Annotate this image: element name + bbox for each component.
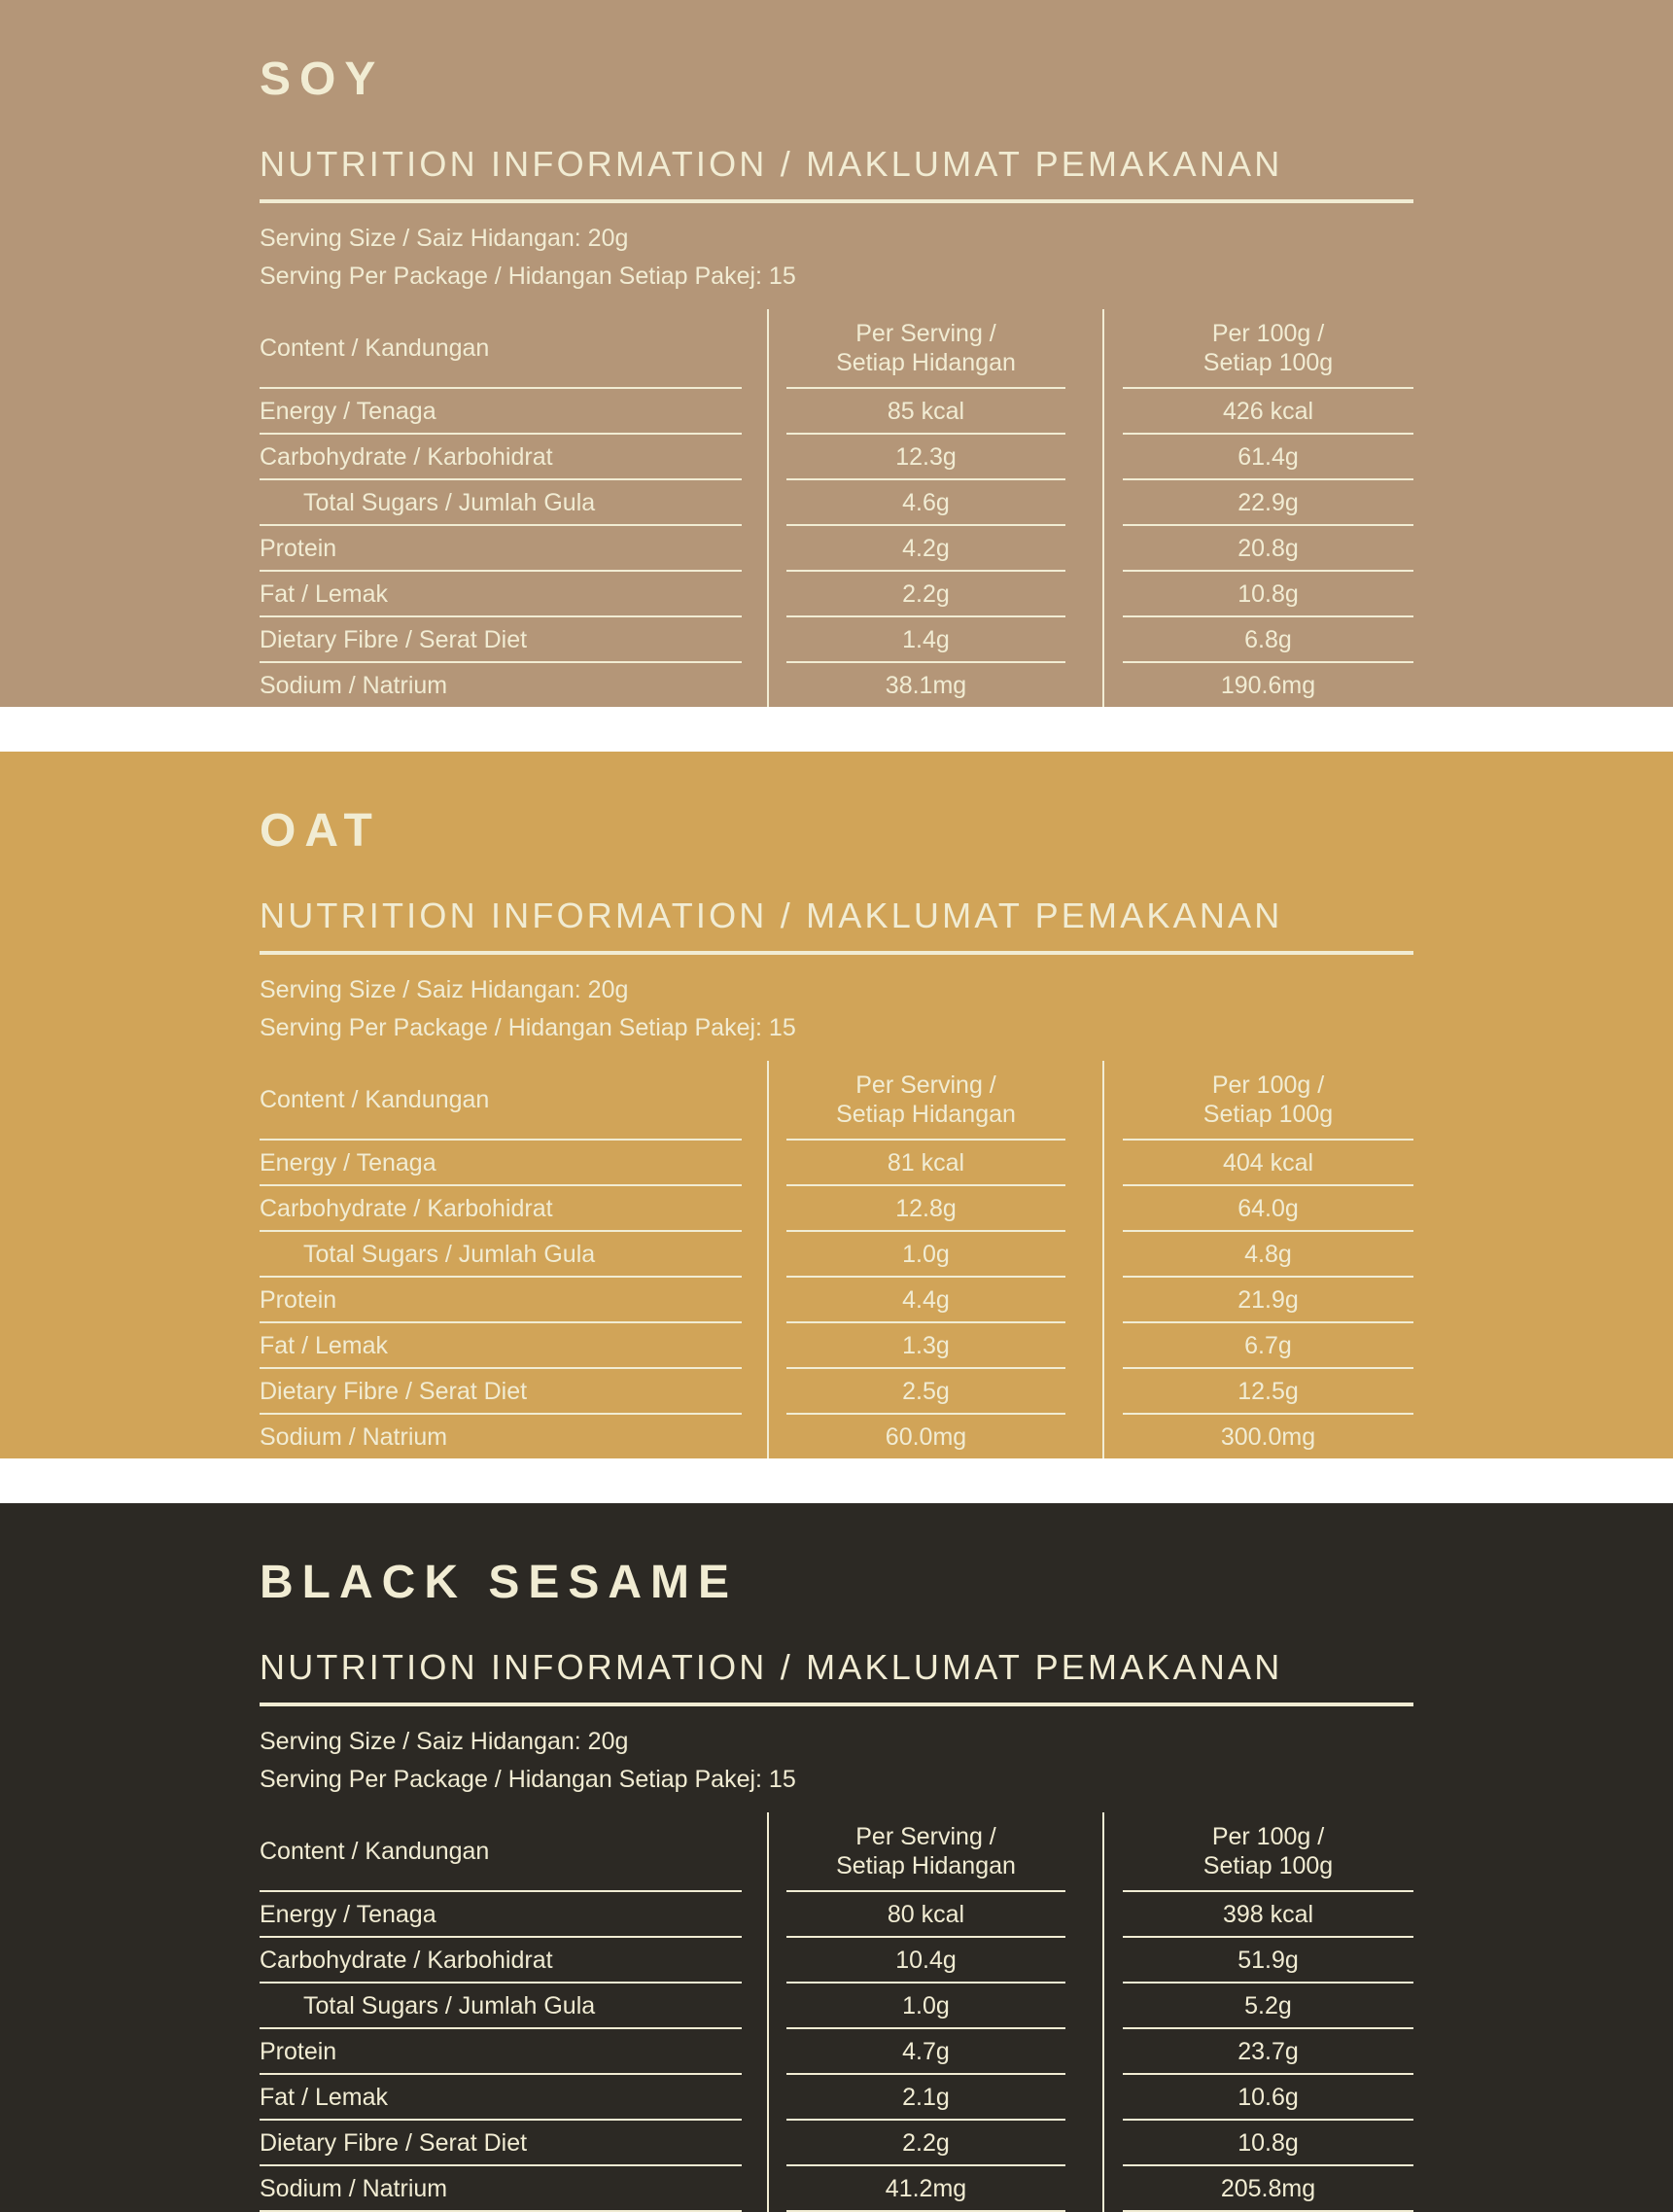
nutrient-label-cell (260, 389, 742, 435)
per-serving-value-cell (786, 2166, 1065, 2212)
nutrient-label: Dietary Fibre / Serat Diet (260, 1377, 528, 1405)
nutrient-label-cell (260, 2166, 742, 2212)
per-serving-value-cell (786, 1415, 1065, 1458)
table-row (260, 2121, 1413, 2166)
per-100g-value: 64.0g (1237, 1194, 1299, 1222)
column-divider-2 (1102, 1812, 1104, 2212)
per-100g-value: 20.8g (1237, 534, 1299, 562)
nutrient-label: Carbohydrate / Karbohidrat (260, 1946, 553, 1974)
per-100g-value-cell (1123, 2121, 1413, 2166)
per-100g-value: 404 kcal (1222, 1148, 1314, 1176)
table-header-row (260, 1061, 1413, 1141)
nutrient-label-cell (260, 435, 742, 480)
nutrient-label: Protein (260, 1285, 337, 1314)
nutrient-label-cell (260, 572, 742, 617)
per-100g-value: 10.6g (1237, 2083, 1299, 2111)
nutrient-label-cell (260, 1984, 742, 2029)
per-100g-value-cell (1123, 435, 1413, 480)
per-serving-value-cell (786, 1369, 1065, 1415)
per-serving-value: 38.1mg (885, 671, 967, 699)
per-100g-column-header-line2: Setiap 100g (1202, 1101, 1334, 1128)
nutrient-label-cell (260, 2029, 742, 2075)
nutrient-label: Sodium / Natrium (260, 2174, 448, 2202)
table-row (260, 1232, 1413, 1278)
heading-underline (260, 1703, 1413, 1706)
nutrient-label: Fat / Lemak (260, 2083, 388, 2111)
table-row (260, 2075, 1413, 2121)
per-100g-value: 205.8mg (1220, 2174, 1316, 2202)
per-100g-value-cell (1123, 2166, 1413, 2212)
nutrient-label: Fat / Lemak (260, 1331, 388, 1359)
serving-size-text: Serving Size / Saiz Hidangan: 20g (260, 1728, 629, 1755)
nutrient-label: Protein (260, 534, 337, 562)
per-serving-value: 10.4g (895, 1946, 957, 1974)
per-serving-column-header-line1: Per Serving / (855, 320, 996, 347)
per-serving-value-cell (786, 389, 1065, 435)
nutrient-label: Energy / Tenaga (260, 1900, 436, 1928)
nutrient-label: Total Sugars / Jumlah Gula (303, 488, 596, 516)
per-100g-column-header-line1: Per 100g / (1211, 1071, 1325, 1099)
per-serving-column-header-cell (786, 1812, 1065, 1892)
per-serving-value: 4.6g (902, 488, 950, 516)
table-row (260, 1984, 1413, 2029)
per-100g-value: 300.0mg (1220, 1422, 1316, 1451)
per-100g-value: 10.8g (1237, 2128, 1299, 2157)
table-header-row (260, 1812, 1413, 1892)
table-row (260, 1938, 1413, 1984)
per-100g-value-cell (1123, 572, 1413, 617)
column-divider-1 (767, 1061, 769, 1458)
nutrient-label: Dietary Fibre / Serat Diet (260, 2128, 528, 2157)
nutrient-label: Carbohydrate / Karbohidrat (260, 1194, 553, 1222)
per-serving-value-cell (786, 2075, 1065, 2121)
per-100g-value: 10.8g (1237, 579, 1299, 608)
per-serving-value-cell (786, 1278, 1065, 1323)
per-serving-value: 1.0g (902, 1991, 950, 2019)
per-serving-value: 81 kcal (887, 1148, 965, 1176)
per-100g-value-cell (1123, 1323, 1413, 1369)
per-100g-value: 6.8g (1244, 625, 1292, 653)
nutrient-label-cell (260, 526, 742, 572)
nutrient-label-cell (260, 1278, 742, 1323)
nutrition-info-heading: NUTRITION INFORMATION / MAKLUMAT PEMAKANAN (260, 144, 1283, 184)
table-row (260, 1323, 1413, 1369)
table-row (260, 480, 1413, 526)
per-100g-value: 4.8g (1244, 1240, 1292, 1268)
column-divider-2 (1102, 1061, 1104, 1458)
per-100g-value-cell (1123, 1232, 1413, 1278)
table-row (260, 1141, 1413, 1186)
per-serving-column-header-cell (786, 309, 1065, 389)
nutrition-info-heading: NUTRITION INFORMATION / MAKLUMAT PEMAKANAN (260, 895, 1283, 935)
nutrient-label: Total Sugars / Jumlah Gula (303, 1240, 596, 1268)
per-serving-value-cell (786, 1323, 1065, 1369)
content-column-header: Content / Kandungan (260, 1086, 490, 1113)
per-serving-value-cell (786, 572, 1065, 617)
per-100g-column-header-line2: Setiap 100g (1202, 349, 1334, 376)
per-serving-value: 1.3g (902, 1331, 950, 1359)
nutrient-label-cell (260, 1892, 742, 1938)
per-100g-value: 22.9g (1237, 488, 1299, 516)
nutrient-label-cell (260, 1323, 742, 1369)
column-divider-1 (767, 309, 769, 707)
per-100g-column-header-cell (1123, 309, 1413, 389)
per-100g-column-header-cell (1123, 1061, 1413, 1141)
nutrient-label-cell (260, 1141, 742, 1186)
per-100g-value: 61.4g (1237, 442, 1299, 471)
per-100g-column-header-line2: Setiap 100g (1202, 1852, 1334, 1879)
table-body (260, 1892, 1413, 2212)
per-serving-column-header-line2: Setiap Hidangan (836, 349, 1016, 376)
per-100g-value-cell (1123, 2075, 1413, 2121)
per-100g-value-cell (1123, 1984, 1413, 2029)
nutrient-label-cell (260, 1938, 742, 1984)
per-serving-value-cell (786, 1984, 1065, 2029)
per-serving-value: 80 kcal (887, 1900, 965, 1928)
nutrition-panel-soy (0, 0, 1673, 707)
per-serving-column-header-line2: Setiap Hidangan (836, 1852, 1016, 1879)
per-100g-value-cell (1123, 480, 1413, 526)
per-100g-value-cell (1123, 1186, 1413, 1232)
nutrient-label-cell (260, 1369, 742, 1415)
per-serving-value-cell (786, 2121, 1065, 2166)
per-serving-value-cell (786, 663, 1065, 707)
per-serving-value-cell (786, 1232, 1065, 1278)
per-100g-value: 6.7g (1244, 1331, 1292, 1359)
per-serving-column-header-line1: Per Serving / (855, 1071, 996, 1099)
nutrient-label: Protein (260, 2037, 337, 2065)
per-serving-column-header-line2: Setiap Hidangan (836, 1101, 1016, 1128)
per-100g-value-cell (1123, 1141, 1413, 1186)
per-100g-value: 23.7g (1237, 2037, 1299, 2065)
per-100g-value-cell (1123, 526, 1413, 572)
product-title: SOY (260, 53, 385, 105)
nutrient-label: Fat / Lemak (260, 579, 388, 608)
per-serving-value: 41.2mg (885, 2174, 967, 2202)
table-row (260, 572, 1413, 617)
per-serving-value-cell (786, 480, 1065, 526)
per-100g-value-cell (1123, 663, 1413, 707)
nutrient-label: Energy / Tenaga (260, 397, 436, 425)
per-100g-value-cell (1123, 1938, 1413, 1984)
table-header-row (260, 309, 1413, 389)
per-serving-column-header-line1: Per Serving / (855, 1823, 996, 1850)
serving-info (260, 220, 796, 296)
table-row (260, 526, 1413, 572)
nutrient-label-cell (260, 663, 742, 707)
per-serving-column-header-cell (786, 1061, 1065, 1141)
per-serving-value: 2.2g (902, 2128, 950, 2157)
per-serving-value: 12.8g (895, 1194, 957, 1222)
per-100g-column-header-cell (1123, 1812, 1413, 1892)
serving-info (260, 971, 796, 1047)
per-100g-value: 51.9g (1237, 1946, 1299, 1974)
per-serving-value: 4.4g (902, 1285, 950, 1314)
table-body (260, 1141, 1413, 1458)
per-100g-value: 12.5g (1237, 1377, 1299, 1405)
nutrient-label-cell (260, 2075, 742, 2121)
per-100g-value-cell (1123, 1892, 1413, 1938)
column-divider-2 (1102, 309, 1104, 707)
nutrition-panel-black-sesame (0, 1503, 1673, 2212)
serving-per-package-text: Serving Per Package / Hidangan Setiap Pakej: 15 (260, 1766, 796, 1793)
per-100g-value: 190.6mg (1220, 671, 1316, 699)
heading-underline (260, 951, 1413, 955)
serving-size-text: Serving Size / Saiz Hidangan: 20g (260, 976, 629, 1003)
per-serving-value: 1.4g (902, 625, 950, 653)
per-serving-value-cell (786, 1186, 1065, 1232)
content-column-header: Content / Kandungan (260, 1838, 490, 1865)
content-column-header-cell (260, 1061, 742, 1141)
serving-size-text: Serving Size / Saiz Hidangan: 20g (260, 225, 629, 252)
per-100g-value-cell (1123, 1278, 1413, 1323)
product-title: OAT (260, 805, 381, 857)
table-row (260, 1186, 1413, 1232)
table-row (260, 663, 1413, 707)
product-title: BLACK SESAME (260, 1557, 739, 1608)
nutrition-panel-oat (0, 752, 1673, 1458)
table-row (260, 1415, 1413, 1458)
serving-per-package-text: Serving Per Package / Hidangan Setiap Pakej: 15 (260, 1014, 796, 1041)
nutrient-label: Carbohydrate / Karbohidrat (260, 442, 553, 471)
per-serving-value-cell (786, 435, 1065, 480)
nutrient-label: Total Sugars / Jumlah Gula (303, 1991, 596, 2019)
nutrient-label-cell (260, 1186, 742, 1232)
per-100g-value-cell (1123, 2029, 1413, 2075)
table-row (260, 2029, 1413, 2075)
per-serving-value: 2.5g (902, 1377, 950, 1405)
per-serving-value-cell (786, 526, 1065, 572)
table-row (260, 617, 1413, 663)
nutrition-table (260, 309, 1413, 707)
nutrient-label: Energy / Tenaga (260, 1148, 436, 1176)
per-100g-value: 21.9g (1237, 1285, 1299, 1314)
nutrient-label: Dietary Fibre / Serat Diet (260, 625, 528, 653)
per-serving-value: 1.0g (902, 1240, 950, 1268)
per-serving-value-cell (786, 1938, 1065, 1984)
per-100g-value-cell (1123, 1369, 1413, 1415)
per-100g-value-cell (1123, 1415, 1413, 1458)
per-100g-value: 5.2g (1244, 1991, 1292, 2019)
nutrient-label-cell (260, 617, 742, 663)
nutrient-label-cell (260, 480, 742, 526)
serving-info (260, 1723, 796, 1799)
content-column-header: Content / Kandungan (260, 334, 490, 362)
per-serving-value-cell (786, 1892, 1065, 1938)
nutrition-info-heading: NUTRITION INFORMATION / MAKLUMAT PEMAKANAN (260, 1647, 1283, 1687)
per-serving-value: 85 kcal (887, 397, 965, 425)
per-serving-value-cell (786, 617, 1065, 663)
per-serving-value-cell (786, 2029, 1065, 2075)
table-row (260, 1278, 1413, 1323)
per-serving-value: 4.7g (902, 2037, 950, 2065)
nutrition-table (260, 1812, 1413, 2212)
table-row (260, 2166, 1413, 2212)
column-divider-1 (767, 1812, 769, 2212)
per-100g-value-cell (1123, 389, 1413, 435)
nutrition-table (260, 1061, 1413, 1458)
nutrient-label-cell (260, 1415, 742, 1458)
per-100g-value: 398 kcal (1222, 1900, 1314, 1928)
table-row (260, 389, 1413, 435)
per-serving-value: 12.3g (895, 442, 957, 471)
nutrient-label: Sodium / Natrium (260, 671, 448, 699)
per-serving-value: 4.2g (902, 534, 950, 562)
per-100g-value: 426 kcal (1222, 397, 1314, 425)
per-100g-column-header-line1: Per 100g / (1211, 320, 1325, 347)
per-serving-value: 2.1g (902, 2083, 950, 2111)
per-100g-value-cell (1123, 617, 1413, 663)
nutrient-label-cell (260, 2121, 742, 2166)
content-column-header-cell (260, 309, 742, 389)
serving-per-package-text: Serving Per Package / Hidangan Setiap Pakej: 15 (260, 263, 796, 290)
per-100g-column-header-line1: Per 100g / (1211, 1823, 1325, 1850)
table-row (260, 435, 1413, 480)
content-column-header-cell (260, 1812, 742, 1892)
nutrient-label-cell (260, 1232, 742, 1278)
table-row (260, 1369, 1413, 1415)
nutrient-label: Sodium / Natrium (260, 1422, 448, 1451)
per-serving-value: 60.0mg (885, 1422, 967, 1451)
per-serving-value: 2.2g (902, 579, 950, 608)
table-row (260, 1892, 1413, 1938)
per-serving-value-cell (786, 1141, 1065, 1186)
table-body (260, 389, 1413, 707)
heading-underline (260, 199, 1413, 203)
